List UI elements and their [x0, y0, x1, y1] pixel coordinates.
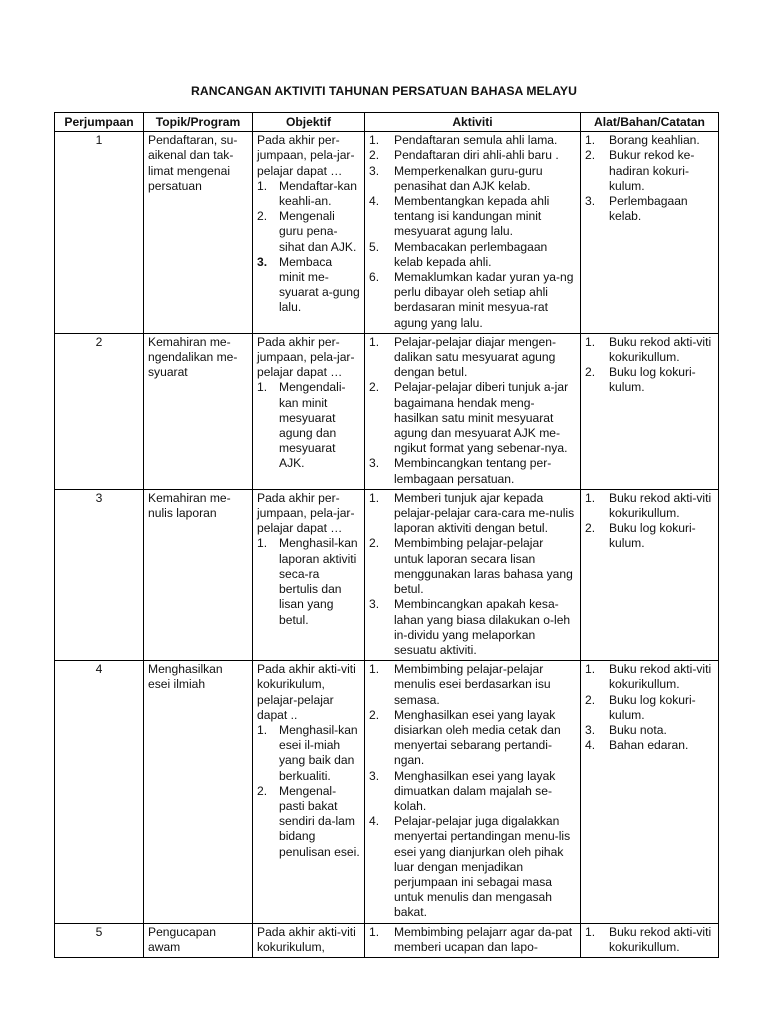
list-text: Memaklumkan kadar yuran ya-ng perlu dibayar oleh setiap ahli berdasaran minit mesyua-rat agung yang lalu.	[394, 270, 574, 330]
list-number: 3.	[369, 597, 380, 612]
list-text: Membimbing pelajar-pelajar menulis esei berdasarkan isu semasa.	[394, 662, 551, 707]
list-item	[369, 769, 576, 815]
objective-intro: Pada akhir per-jumpaan, pela-jar-pelajar dapat …	[257, 490, 355, 536]
list-text: Menghasilkan esei yang layak disiarkan oleh media cetak dan menyertai sebarang pertandi-ngan.	[394, 707, 561, 768]
list-text: Perlembagaan kelab.	[609, 194, 688, 224]
cell-objektif	[253, 333, 365, 489]
header-perjumpaan: Perjumpaan	[55, 113, 144, 132]
list-item	[257, 536, 360, 627]
cell-alat-bahan	[581, 333, 719, 489]
list-number: 2.	[369, 707, 380, 722]
tools-list	[585, 925, 714, 955]
list-item	[369, 164, 576, 194]
list-item	[585, 365, 714, 395]
list-number: 6.	[369, 270, 380, 285]
list-text: Memberi tunjuk ajar kepada pelajar-pelajar cara-cara me-nulis laporan aktiviti dengan betul.	[394, 490, 575, 536]
list-number: 1.	[369, 924, 380, 939]
list-item	[369, 925, 576, 955]
objective-intro: Pada akhir per-jumpaan, pela-jar-pelajar dapat …	[257, 334, 355, 380]
list-text: Buku rekod akti-viti kokurikullum.	[609, 924, 712, 954]
list-number: 3.	[585, 194, 596, 209]
list-item	[585, 133, 714, 148]
list-item	[585, 194, 714, 224]
list-item	[257, 380, 360, 471]
cell-aktiviti	[365, 661, 581, 923]
cell-perjumpaan: 1	[55, 132, 144, 334]
activity-plan-table	[54, 112, 719, 958]
list-number: 2.	[585, 521, 596, 536]
cell-aktiviti	[365, 132, 581, 334]
objective-intro: Pada akhir per-jumpaan, pela-jar-pelajar dapat …	[257, 133, 355, 178]
list-number: 3.	[369, 163, 380, 178]
header-objektif: Objektif	[253, 113, 365, 132]
list-number: 1.	[369, 334, 380, 349]
list-item	[369, 662, 576, 708]
list-number: 3.	[257, 254, 268, 269]
list-item	[369, 194, 576, 240]
list-number: 1.	[585, 924, 596, 939]
list-number: 5.	[369, 239, 380, 254]
objective-list	[257, 536, 360, 627]
list-number: 1.	[585, 490, 596, 505]
list-item	[369, 335, 576, 381]
list-number: 2.	[369, 380, 380, 395]
cell-topik: Pengucapan awam	[144, 923, 253, 957]
cell-perjumpaan: 4	[55, 661, 144, 923]
list-text: Membincangkan tentang per-lembagaan persatuan.	[394, 456, 552, 486]
list-item	[369, 133, 576, 148]
list-text: Bahan edaran.	[609, 738, 689, 753]
list-item	[585, 662, 714, 692]
cell-alat-bahan	[581, 132, 719, 334]
list-item	[257, 255, 360, 316]
list-text: Pendaftaran diri ahli-ahli baru .	[394, 148, 559, 163]
cell-objektif	[253, 132, 365, 334]
cell-topik: Menghasilkan esei ilmiah	[144, 661, 253, 923]
list-item	[369, 708, 576, 769]
list-number: 3.	[585, 722, 596, 737]
header-alat-bahan: Alat/Bahan/Catatan	[581, 113, 719, 132]
table-row	[55, 661, 719, 923]
cell-topik: Pendaftaran, su-aikenal dan tak-limat mengenai persatuan	[144, 132, 253, 334]
activity-list	[369, 491, 576, 658]
list-item	[369, 814, 576, 920]
list-item	[257, 179, 360, 209]
table-header-row	[55, 113, 719, 132]
list-number: 1.	[369, 490, 380, 505]
list-item	[585, 521, 714, 551]
list-text: Membentangkan kepada ahli tentang isi kandungan minit mesyuarat agung lalu.	[394, 194, 550, 239]
header-topik: Topik/Program	[144, 113, 253, 132]
tools-list	[585, 491, 714, 552]
cell-alat-bahan	[581, 661, 719, 923]
cell-aktiviti	[365, 923, 581, 957]
table-row	[55, 923, 719, 957]
list-text: Buku rekod akti-viti kokurikullum.	[609, 334, 712, 365]
list-item	[257, 209, 360, 255]
tools-list	[585, 133, 714, 224]
objective-list	[257, 723, 360, 860]
activity-list	[369, 335, 576, 487]
list-text: Membimbing pelajar-pelajar untuk laporan secara lisan menggunakan laras bahasa yang betul.	[394, 536, 573, 597]
list-text: Membincangkan apakah kesa-lahan yang biasa dilakukan o-leh in-dividu yang melaporkan sesuatu aktiviti.	[394, 597, 571, 657]
list-text: Buku rekod akti-viti kokurikullum.	[609, 662, 712, 692]
activity-list	[369, 662, 576, 920]
list-text: Buku log kokuri-kulum.	[609, 521, 696, 551]
list-text: Borang keahlian.	[609, 133, 700, 148]
list-text: Bukur rekod ke-hadiran kokuri-kulum.	[609, 148, 695, 193]
table-row	[55, 489, 719, 660]
list-number: 2.	[257, 209, 268, 224]
list-text: Membacakan perlembagaan kelab kepada ahli.	[394, 239, 548, 269]
table-row	[55, 333, 719, 489]
list-text: Buku rekod akti-viti kokurikullum.	[609, 490, 712, 521]
list-item	[369, 536, 576, 597]
list-item	[585, 335, 714, 365]
cell-objektif	[253, 661, 365, 923]
list-text: Mengendali-kan minit mesyuarat agung dan mesyuarat AJK.	[279, 380, 346, 471]
activity-list	[369, 133, 576, 331]
list-text: Membaca minit me-syuarat a-gung lalu.	[279, 254, 360, 315]
list-text: Pelajar-pelajar diajar mengen-dalikan satu mesyuarat agung dengan betul.	[394, 334, 557, 380]
list-number: 4.	[369, 814, 380, 829]
tools-list	[585, 335, 714, 396]
objective-intro: Pada akhir akti-viti kokurikulum, pelajar-pelajar dapat ..	[257, 662, 356, 722]
list-text: Menghasil-kan esei il-miah yang baik dan berkualiti.	[279, 722, 358, 783]
list-number: 1.	[257, 178, 268, 193]
list-item	[585, 148, 714, 194]
list-number: 1.	[585, 133, 596, 148]
list-number: 4.	[369, 194, 380, 209]
list-number: 1.	[369, 662, 380, 677]
objective-intro: Pada akhir akti-viti kokurikulum,	[257, 924, 356, 954]
cell-aktiviti	[365, 333, 581, 489]
list-number: 3.	[369, 768, 380, 783]
list-text: Memperkenalkan guru-guru penasihat dan AJK kelab.	[394, 163, 543, 193]
table-body	[55, 132, 719, 958]
list-item	[369, 456, 576, 486]
cell-perjumpaan: 3	[55, 489, 144, 660]
list-item	[585, 738, 714, 753]
list-text: Membimbing pelajarr agar da-pat memberi ucapan dan lapo-	[394, 924, 573, 954]
list-item	[585, 925, 714, 955]
list-number: 1.	[257, 380, 268, 395]
cell-perjumpaan: 5	[55, 923, 144, 957]
list-number: 2.	[585, 148, 596, 163]
objective-list	[257, 179, 360, 316]
list-item	[369, 491, 576, 537]
list-text: Mendaftar-kan keahli-an.	[279, 178, 357, 209]
list-item	[257, 723, 360, 784]
list-text: Menghasilkan esei yang layak dimuatkan dalam majalah se-kolah.	[394, 768, 556, 813]
list-number: 2.	[369, 148, 380, 163]
list-item	[369, 597, 576, 658]
list-text: Mengenal-pasti bakat sendiri da-lam bidang penulisan esei.	[279, 783, 360, 859]
list-text: Pendaftaran semula ahli lama.	[394, 133, 558, 148]
cell-topik: Kemahiran me-ngendalikan me-syuarat	[144, 333, 253, 489]
list-number: 1.	[257, 722, 268, 737]
list-item	[369, 240, 576, 270]
cell-aktiviti	[365, 489, 581, 660]
list-text: Buku log kokuri-kulum.	[609, 692, 696, 722]
objective-list	[257, 380, 360, 471]
list-number: 1.	[257, 536, 268, 551]
cell-alat-bahan	[581, 489, 719, 660]
list-text: Mengenali guru pena-sihat dan AJK.	[279, 209, 357, 254]
cell-objektif	[253, 923, 365, 957]
list-text: Buku log kokuri-kulum.	[609, 365, 696, 395]
table-row	[55, 132, 719, 334]
list-text: Pelajar-pelajar diberi tunjuk a-jar bagaimana hendak meng-hasilkan satu minit mesyuarat agung dan mesyuarat AJK me-ngikut format yang sebenar-nya.	[394, 380, 569, 456]
list-item	[585, 693, 714, 723]
list-number: 2.	[585, 692, 596, 707]
list-item	[585, 491, 714, 521]
list-item	[585, 723, 714, 738]
list-item	[369, 270, 576, 331]
list-number: 2.	[257, 783, 268, 798]
cell-alat-bahan	[581, 923, 719, 957]
list-number: 2.	[585, 365, 596, 380]
cell-topik: Kemahiran me-nulis laporan	[144, 489, 253, 660]
activity-list	[369, 925, 576, 955]
list-number: 1.	[585, 334, 596, 349]
list-number: 4.	[585, 738, 596, 753]
list-number: 1.	[585, 662, 596, 677]
cell-objektif	[253, 489, 365, 660]
header-aktiviti: Aktiviti	[365, 113, 581, 132]
list-number: 2.	[369, 536, 380, 551]
list-text: Buku nota.	[609, 722, 667, 737]
list-text: Pelajar-pelajar juga digalakkan menyertai pertandingan menu-lis esei yang dianjurkan oleh pihak luar dengan menjadikan perjumpaan ini sebagai masa untuk menulis dan mengasah bakat.	[394, 814, 571, 920]
tools-list	[585, 662, 714, 753]
list-item	[369, 380, 576, 456]
list-item	[257, 784, 360, 860]
list-text: Menghasil-kan laporan aktiviti seca-ra bertulis dan lisan yang betul.	[279, 536, 358, 627]
list-item	[369, 148, 576, 163]
list-number: 3.	[369, 456, 380, 471]
list-number: 1.	[369, 133, 380, 148]
document-title: RANCANGAN AKTIVITI TAHUNAN PERSATUAN BAHASA MELAYU	[191, 84, 577, 98]
cell-perjumpaan: 2	[55, 333, 144, 489]
